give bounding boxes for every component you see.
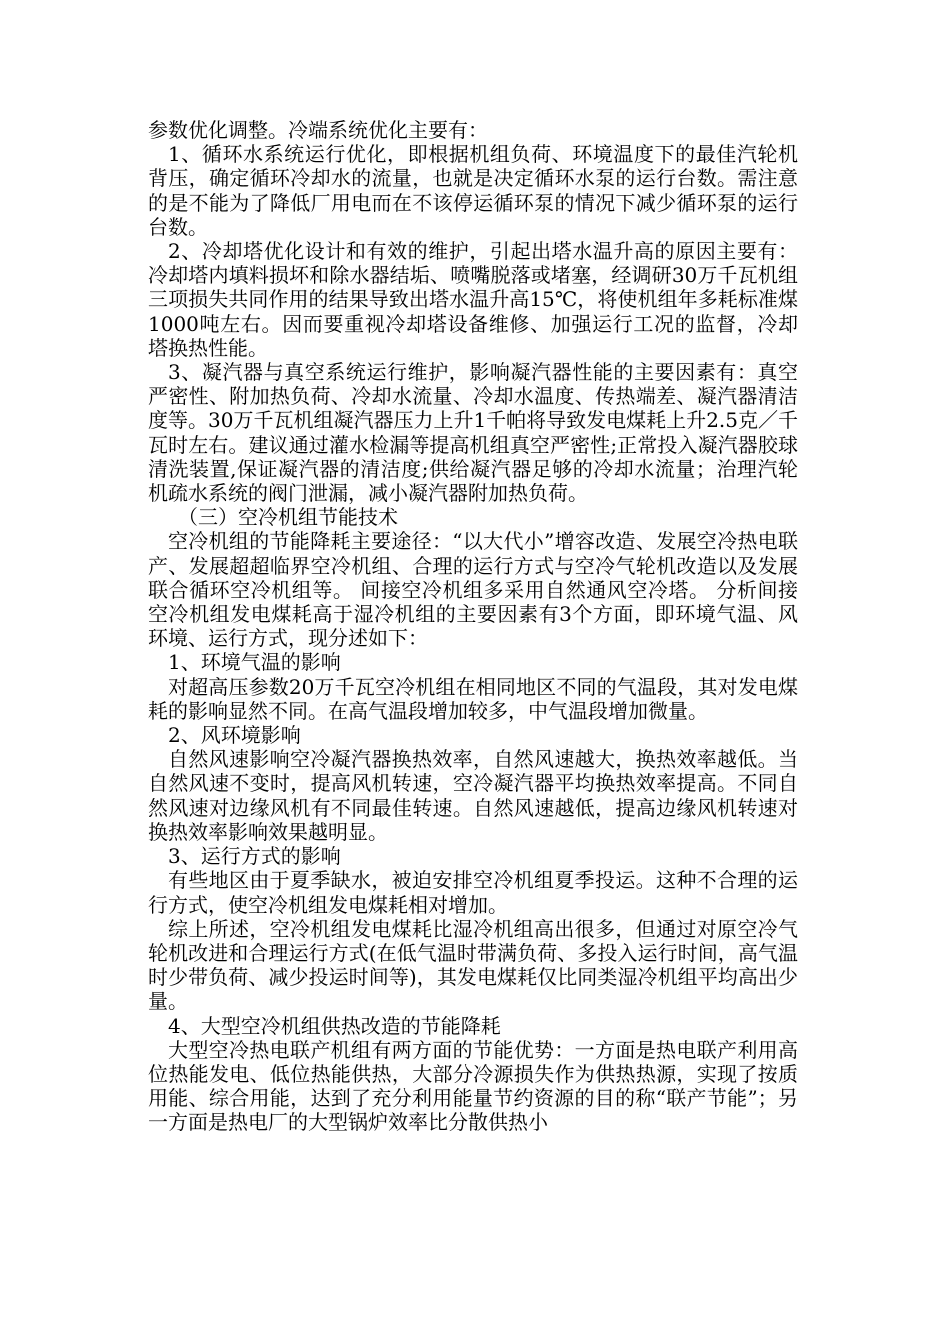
paragraph-condenser: 3、凝汽器与真空系统运行维护，影响凝汽器性能的主要因素有：真空严密性、附加热负荷、冷却水流量、冷却水温度、传热端差、凝汽器清洁度等。30万千瓦机组凝汽器压力上升1千帕将导致发电煤耗上升2.5克／千瓦时左右。建议通过灌水检漏等提高机组真空严密性;正常投入凝汽器胶球清洗装置,保证凝汽器的清洁度;供给凝汽器足够的冷却水流量；治理汽轮机疏水系统的阀门泄漏，减小凝汽器附加热负荷。 <box>148 360 798 506</box>
heading-wind-environment: 2、风环境影响 <box>168 723 301 748</box>
section-heading-air-cooled: （三）空冷机组节能技术 <box>178 505 398 530</box>
heading-operation-mode: 3、运行方式的影响 <box>168 844 341 869</box>
paragraph-summary: 综上所述，空冷机组发电煤耗比湿冷机组高出很多，但通过对原空冷气轮机改进和合理运行方式(在低气温时带满负荷、多投入运行时间，高气温时少带负荷、减少投运时间等)，其发电煤耗仅比同类湿冷机组平均高出少量。 <box>148 916 798 1014</box>
heading-ambient-temperature: 1、环境气温的影响 <box>168 650 341 675</box>
paragraph-wind-environment: 自然风速影响空冷凝汽器换热效率，自然风速越大，换热效率越低。当自然风速不变时，提高风机转速，空冷凝汽器平均换热效率提高。不同自然风速对边缘风机有不同最佳转速。自然风速越低，提高边缘风机转速对换热效率影响效果越明显。 <box>148 747 798 844</box>
paragraph-air-cooled-overview: 空冷机组的节能降耗主要途径：“以大代小”增容改造、发展空冷热电联产、发展超超临界空冷机组、合理的运行方式与空冷气轮机改造以及发展联合循环空冷机组等。 间接空冷机组多采用自然通风空冷塔。 分析间接空冷机组发电煤耗高于湿冷机组的主要因素有3个方面，即环境气温、风环境、运行方式，现分述如下： <box>148 529 798 651</box>
paragraph-cooling-tower: 2、冷却塔优化设计和有效的维护，引起出塔水温升高的原因主要有：冷却塔内填料损坏和除水器结垢、喷嘴脱落或堵塞，经调研30万千瓦机组三项损失共同作用的结果导致出塔水温升高15℃，将使机组年多耗标准煤1000吨左右。因而要重视冷却塔设备维修、加强运行工况的监督，冷却塔换热性能。 <box>148 239 798 360</box>
paragraph-intro: 参数优化调整。冷端系统优化主要有： <box>148 118 488 142</box>
document-body <box>148 118 798 1135</box>
paragraph-circulating-water: 1、循环水系统运行优化，即根据机组负荷、环境温度下的最佳汽轮机背压，确定循环冷却水的流量，也就是决定循环水泵的运行台数。需注意的是不能为了降低厂用电而在不该停运循环泵的情况下减少循环泵的运行台数。 <box>148 142 798 239</box>
paragraph-ambient-temperature: 对超高压参数20万千瓦空冷机组在相同地区不同的气温段，其对发电煤耗的影响显然不同。在高气温段增加较多，中气温段增加微量。 <box>148 674 798 723</box>
paragraph-operation-mode: 有些地区由于夏季缺水，被迫安排空冷机组夏季投运。这种不合理的运行方式，使空冷机组发电煤耗相对增加。 <box>148 868 798 917</box>
heading-heating-retrofit: 4、大型空冷机组供热改造的节能降耗 <box>168 1013 501 1038</box>
paragraph-heating-retrofit: 大型空冷热电联产机组有两方面的节能优势：一方面是热电联产利用高位热能发电、低位热能供热，大部分冷源损失作为供热热源，实现了按质用能、综合用能，达到了充分利用能量节约资源的目的称“联产节能”；另一方面是热电厂的大型锅炉效率比分散供热小 <box>148 1037 798 1135</box>
